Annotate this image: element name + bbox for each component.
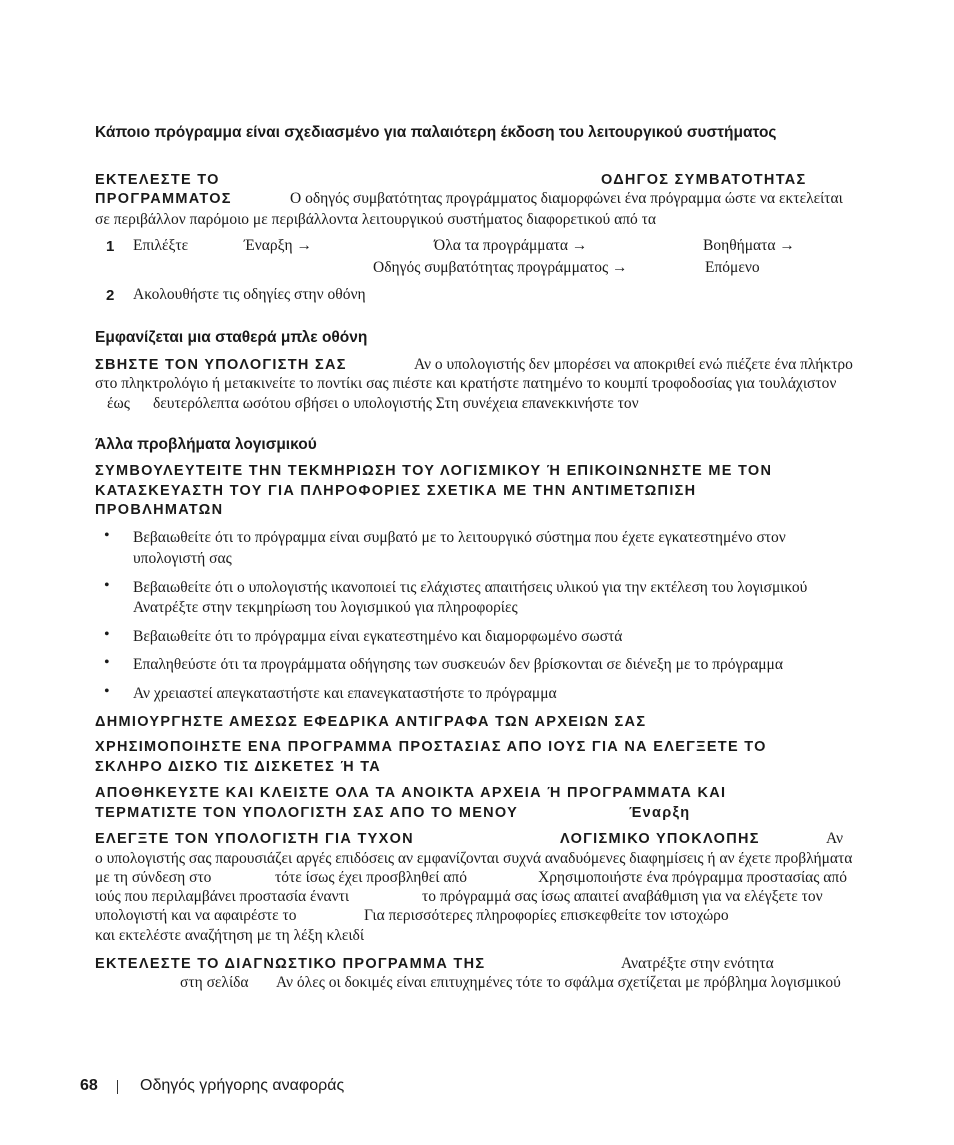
section-heading-old-os-program: Κάποιο πρόγραμμα είναι σχεδιασμένο για παλαιότερη έκδοση του λειτουργικού συστήματος bbox=[95, 124, 777, 141]
procedure-title-compatibility-wizard: ΟΔΗΓΟΣ ΣΥΜΒΑΤΟΤΗΤΑΣ bbox=[601, 172, 807, 188]
procedure-title-turn-off: ΣΒΗΣΤΕ ΤΟΝ ΥΠΟΛΟΓΙΣΤΗ ΣΑΣ bbox=[95, 357, 347, 373]
procedure-title-program: ΠΡΟΓΡΑΜΜΑΤΟΣ bbox=[95, 191, 232, 207]
paragraph-line: με τη σύνδεση στο bbox=[95, 869, 212, 886]
step-text: Ακολουθήστε τις οδηγίες στην οθόνη bbox=[133, 286, 366, 303]
paragraph-line: ο υπολογιστής σας παρουσιάζει αργές επιδόσεις αν εμφανίζονται συχνά αναδυόμενες διαφημίσεις ή αν έχετε προβλήματα bbox=[95, 850, 853, 867]
procedure-title-save-close: ΤΕΡΜΑΤΙΣΤΕ ΤΟΝ ΥΠΟΛΟΓΙΣΤΗ ΣΑΣ ΑΠΟ ΤΟ ΜΕΝΟΥ bbox=[95, 805, 519, 821]
bullet-item-text: Αν χρειαστεί απεγκαταστήστε και επανεγκαταστήστε το πρόγραμμα bbox=[133, 685, 557, 702]
paragraph-line: ιούς που περιλαμβάνει προστασία έναντι bbox=[95, 888, 350, 905]
procedure-title-consult-docs: ΠΡΟΒΛΗΜΑΤΩΝ bbox=[95, 502, 224, 518]
bullet-item-text: Επαληθεύστε ότι τα προγράμματα οδήγησης των συσκευών δεν βρίσκονται σε διένεξη με το πρόγραμμα bbox=[133, 656, 783, 673]
procedure-title-virus-scan: ΧΡΗΣΙΜΟΠΟΙΗΣΤΕ ΕΝΑ ΠΡΟΓΡΑΜΜΑ ΠΡΟΣΤΑΣΙΑΣ ΑΠΟ ΙΟΥΣ ΓΙΑ ΝΑ ΕΛΕΓΞΕΤΕ ΤΟ bbox=[95, 739, 767, 755]
bullet-item-text: Ανατρέξτε στην τεκμηρίωση του λογισμικού για πληροφορίες bbox=[133, 599, 518, 616]
bullet-marker: • bbox=[104, 626, 110, 643]
procedure-title-save-close: ΑΠΟΘΗΚΕΥΣΤΕ ΚΑΙ ΚΛΕΙΣΤΕ ΟΛΑ ΤΑ ΑΝΟΙΚΤΑ ΑΡΧΕΙΑ Ή ΠΡΟΓΡΑΜΜΑΤΑ ΚΑΙ bbox=[95, 785, 727, 801]
bullet-marker: • bbox=[104, 654, 110, 671]
procedure-title-backup: ΔΗΜΙΟΥΡΓΗΣΤΕ ΑΜΕΣΩΣ ΕΦΕΔΡΙΚΑ ΑΝΤΙΓΡΑΦΑ ΤΩΝ ΑΡΧΕΙΩΝ ΣΑΣ bbox=[95, 714, 647, 730]
paragraph-line: το πρόγραμμά σας ίσως απαιτεί αναβάθμιση για να ελέγξετε τον bbox=[422, 888, 823, 905]
paragraph-line: Ανατρέξτε στην ενότητα bbox=[621, 955, 774, 972]
paragraph-line: Ο οδηγός συμβατότητας προγράμματος διαμορφώνει ένα πρόγραμμα ώστε να εκτελείται bbox=[290, 190, 843, 207]
procedure-title-run-part1: ΕΚΤΕΛΕΣΤΕ ΤΟ bbox=[95, 172, 220, 188]
paragraph-line: δευτερόλεπτα ωσότου σβήσει ο υπολογιστής Στη συνέχεια επανεκκινήστε τον bbox=[153, 395, 639, 412]
bullet-marker: • bbox=[104, 527, 110, 544]
footer-title: Οδηγός γρήγορης αναφοράς bbox=[140, 1077, 345, 1094]
start-menu-label: Έναρξη bbox=[629, 805, 691, 821]
menu-path-accessories: Βοηθήματα → bbox=[703, 237, 795, 254]
section-heading-blue-screen: Εμφανίζεται μια σταθερά μπλε οθόνη bbox=[95, 329, 368, 346]
paragraph-line: Χρησιμοποιήστε ένα πρόγραμμα προστασίας από bbox=[538, 869, 847, 886]
bullet-item-text: Βεβαιωθείτε ότι το πρόγραμμα είναι εγκατεστημένο και διαμορφωμένο σωστά bbox=[133, 628, 623, 645]
procedure-title-spyware: ΕΛΕΓΞΤΕ ΤΟΝ ΥΠΟΛΟΓΙΣΤΗ ΓΙΑ ΤΥΧΟΝ bbox=[95, 831, 414, 847]
procedure-title-consult-docs: ΚΑΤΑΣΚΕΥΑΣΤΗ ΤΟΥ ΓΙΑ ΠΛΗΡΟΦΟΡΙΕΣ ΣΧΕΤΙΚΑ ΜΕ ΤΗΝ ΑΝΤΙΜΕΤΩΠΙΣΗ bbox=[95, 483, 697, 499]
footer-divider bbox=[117, 1080, 118, 1094]
bullet-item-text: υπολογιστή σας bbox=[133, 550, 232, 567]
bullet-item-text: Βεβαιωθείτε ότι ο υπολογιστής ικανοποιεί τις ελάχιστες απαιτήσεις υλικού για την εκτέλεση του λογισμικού bbox=[133, 579, 808, 596]
procedure-title-consult-docs: ΣΥΜΒΟΥΛΕΥΤΕΙΤΕ ΤΗΝ ΤΕΚΜΗΡΙΩΣΗ ΤΟΥ ΛΟΓΙΣΜΙΚΟΥ Ή ΕΠΙΚΟΙΝΩΝΗΣΤΕ ΜΕ ΤΟΝ bbox=[95, 463, 773, 479]
step-text: Επιλέξτε bbox=[133, 237, 189, 254]
paragraph-line: Αν bbox=[826, 830, 844, 847]
bullet-marker: • bbox=[104, 577, 110, 594]
menu-path-compatibility-wizard: Οδηγός συμβατότητας προγράμματος → bbox=[373, 259, 628, 276]
paragraph-line: υπολογιστή και να αφαιρέστε το bbox=[95, 907, 297, 924]
bullet-marker: • bbox=[104, 683, 110, 700]
paragraph-line: Αν όλες οι δοκιμές είναι επιτυχημένες τότε το σφάλμα σχετίζεται με πρόβλημα λογισμικού bbox=[276, 974, 841, 991]
bullet-item-text: Βεβαιωθείτε ότι το πρόγραμμα είναι συμβατό με το λειτουργικό σύστημα που έχετε εγκατεστημένο στον bbox=[133, 529, 786, 546]
paragraph-line: Για περισσότερες πληροφορίες επισκεφθείτε τον ιστοχώρο bbox=[364, 907, 729, 924]
paragraph-line: Αν ο υπολογιστής δεν μπορέσει να αποκριθεί ενώ πιέζετε ένα πλήκτρο bbox=[414, 356, 853, 373]
step-number: 1 bbox=[106, 238, 115, 255]
paragraph-line: τότε ίσως έχει προσβληθεί από bbox=[275, 869, 467, 886]
procedure-title-diagnostics: ΕΚΤΕΛΕΣΤΕ ΤΟ ΔΙΑΓΝΩΣΤΙΚΟ ΠΡΟΓΡΑΜΜΑ ΤΗΣ bbox=[95, 956, 486, 972]
menu-path-next: Επόμενο bbox=[705, 259, 760, 276]
step-number: 2 bbox=[106, 287, 115, 304]
paragraph-line: στη σελίδα bbox=[180, 974, 249, 991]
section-heading-other-software: Άλλα προβλήματα λογισμικού bbox=[95, 436, 317, 453]
procedure-title-spyware: ΛΟΓΙΣΜΙΚΟ ΥΠΟΚΛΟΠΗΣ bbox=[560, 831, 760, 847]
menu-path-start: Έναρξη → bbox=[244, 237, 313, 254]
paragraph-line: στο πληκτρολόγιο ή μετακινείτε το ποντίκι σας πιέστε και κρατήστε πατημένο το κουμπί τροφοδοσίας για τουλάχιστον bbox=[95, 375, 837, 392]
paragraph-line: σε περιβάλλον παρόμοιο με περιβάλλοντα λειτουργικού συστήματος διαφορετικού από τα bbox=[95, 211, 657, 228]
menu-path-all-programs: Όλα τα προγράμματα → bbox=[434, 237, 588, 254]
paragraph-line: έως bbox=[107, 395, 130, 412]
paragraph-line: και εκτελέστε αναζήτηση με τη λέξη κλειδί bbox=[95, 927, 365, 944]
procedure-title-virus-scan: ΣΚΛΗΡΟ ΔΙΣΚΟ ΤΙΣ ΔΙΣΚΕΤΕΣ Ή ΤΑ bbox=[95, 759, 382, 775]
page-number: 68 bbox=[80, 1077, 98, 1094]
